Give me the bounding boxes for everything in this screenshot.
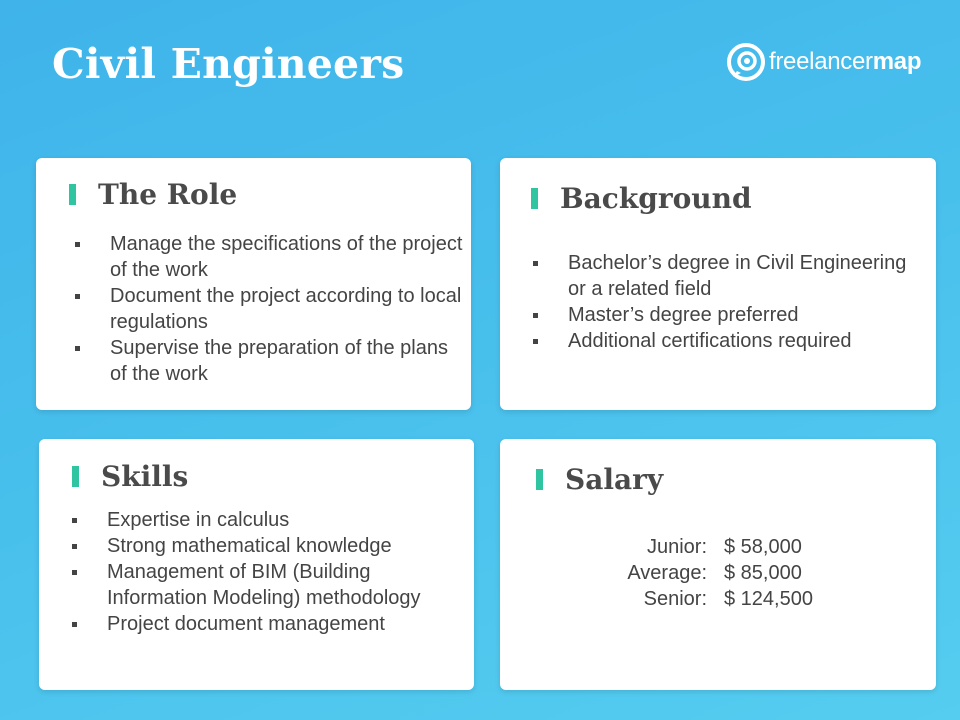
role-card bbox=[36, 158, 471, 410]
list-item: Strong mathematical knowledge bbox=[69, 533, 469, 559]
skills-list bbox=[69, 507, 469, 637]
logo-text-light: freelancer bbox=[769, 48, 873, 75]
skills-card-title: Skills bbox=[101, 460, 189, 493]
accent-bar bbox=[72, 466, 79, 487]
freelancermap-logo-icon bbox=[726, 42, 766, 82]
accent-bar bbox=[69, 184, 76, 205]
list-item: Management of BIM (Building Information Modeling) methodology bbox=[69, 559, 469, 611]
logo-text-bold: map bbox=[872, 48, 922, 75]
accent-bar bbox=[531, 188, 538, 209]
page-title: Civil Engineers bbox=[52, 40, 405, 88]
salary-row-junior bbox=[590, 534, 813, 560]
salary-row-senior bbox=[590, 586, 813, 612]
salary-card bbox=[500, 439, 936, 690]
list-item: Additional certifications required bbox=[530, 328, 925, 354]
salary-level: Junior: bbox=[646, 536, 707, 558]
list-item: Master’s degree preferred bbox=[530, 302, 925, 328]
salary-level: Average: bbox=[627, 562, 707, 584]
salary-card-title: Salary bbox=[565, 463, 664, 496]
background-list bbox=[530, 250, 925, 354]
freelancermap-logo bbox=[726, 42, 921, 82]
skills-card-header bbox=[72, 460, 188, 493]
list-item: Document the project according to local regulations bbox=[72, 283, 467, 335]
accent-bar bbox=[536, 469, 543, 490]
salary-row-average bbox=[590, 560, 813, 586]
role-list bbox=[72, 231, 467, 387]
salary-level: Senior: bbox=[643, 588, 707, 610]
skills-card bbox=[39, 439, 474, 690]
background-card-header bbox=[531, 182, 752, 215]
logo-wordmark bbox=[769, 48, 921, 76]
role-card-header bbox=[69, 178, 237, 211]
salary-table bbox=[590, 534, 813, 612]
list-item: Manage the specifications of the project of the work bbox=[72, 231, 467, 283]
salary-amount: $ 124,500 bbox=[724, 588, 813, 610]
salary-amount: $ 85,000 bbox=[724, 562, 802, 584]
background-card bbox=[500, 158, 936, 410]
list-item: Bachelor’s degree in Civil Engineering or a related field bbox=[530, 250, 925, 302]
role-card-title: The Role bbox=[98, 178, 238, 211]
list-item: Supervise the preparation of the plans of the work bbox=[72, 335, 467, 387]
salary-card-header bbox=[536, 463, 663, 496]
background-card-title: Background bbox=[560, 182, 752, 215]
salary-amount: $ 58,000 bbox=[724, 536, 802, 558]
list-item: Expertise in calculus bbox=[69, 507, 469, 533]
list-item: Project document management bbox=[69, 611, 469, 637]
